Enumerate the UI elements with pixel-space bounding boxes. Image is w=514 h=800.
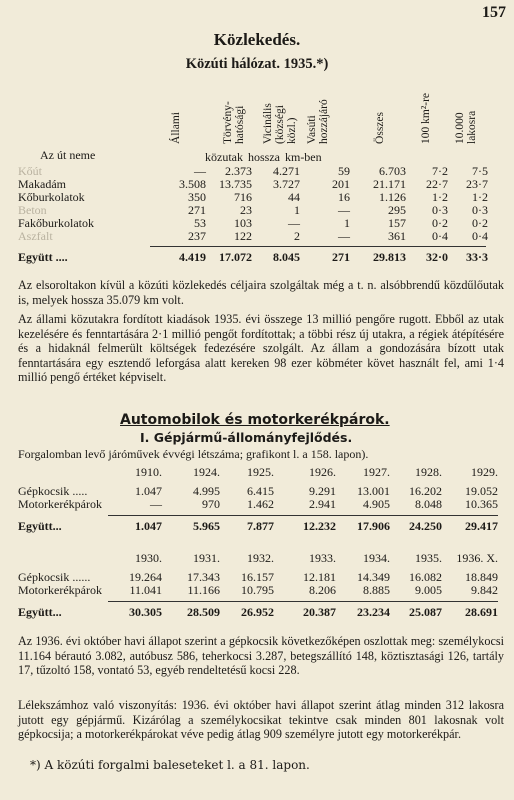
paragraph-per-capita: Lélekszámhoz való viszonyítás: 1936. évi október havi állapot szerint átlag minden 312 lakosra jutott egy gépjármű. Kizárólag a személykocsikat tekintve csak minden 801 lakosnak volt gépkocsija; a motorkerékpárokat véve pedig átlag 909 személyre jutott egy motorkerékpár.: [18, 698, 504, 742]
table-row-total: Együtt .... 4.419 17.072 8.045 271 29.813 32·0 33·3: [18, 250, 488, 264]
paragraph-local-roads: Az elsoroltakon kívül a közúti közlekedés céljaira szolgáltak még a t. n. alsóbbrendű közdűlőutak is, melyek hossza 35.079 km volt.: [18, 278, 504, 307]
table-row: Beton 271 23 1 — 295 0·3 0·3: [18, 203, 488, 217]
table-rule: [108, 515, 498, 516]
section-subtitle-vehicles: I. Gépjármű-állományfejlődés.: [140, 430, 353, 445]
table-row-total: Együtt... 30.305 28.509 26.952 20.387 23.234 25.087 28.691: [18, 605, 498, 619]
paragraph-road-expenses: Az állami közutakra fordított kiadások 1935. évi összege 13 millió pengőre rugott. Ebből az utak kezelésére és fenntartására 2·1 millió pengőt fordítottak; a többi rész új utakra, a régiek átépítésére és a hidaknál felmerült költségek fedezésére szolgált. Az állam a gondozására bízott utak fenntartására egy esztendő leforgása alatt kereken 98 ezer köbméter követ használt fel, ami 1·4 millió pengő értéket képviselt.: [18, 312, 504, 385]
section-intro: Forgalomban levő járóművek évvégi létszáma; grafikont l. a 158. lapon).: [18, 447, 369, 461]
vehicle-table-1: [18, 466, 498, 511]
table-row-total: Együtt... 1.047 5.965 7.877 12.232 17.906 24.250 29.417: [18, 519, 498, 533]
row-label-header: Az út neme: [40, 148, 96, 162]
road-table-headers: [0, 78, 514, 144]
paragraph-vehicle-breakdown: Az 1936. évi október havi állapot szerint a gépkocsik következőképen oszlottak meg: személykocsi 11.164 bérautó 3.082, autóbusz 586, teherkocsi 3.287, betegszállító 148, köztisztasági 126, tartály 17, tűzoltó 158, vontató 53, egyéb rendeltetésű kocsi 228.: [18, 634, 504, 678]
footnote: *) A közúti forgalmi baleseteket l. a 81. lapon.: [30, 758, 310, 772]
col-header-torvenyhatosagi: Törvény-hatósági: [222, 101, 246, 144]
table-row: Gépkocsik ..... 1.047 4.995 6.415 9.291 13.001 16.202 19.052: [18, 484, 498, 498]
table-row: Fakőburkolatok 53 103 — 1 157 0·2 0·2: [18, 216, 488, 230]
col-header-osszes: Összes: [374, 112, 386, 144]
vehicle-table-1-total: [18, 520, 498, 533]
table-row: Gépkocsik ...... 19.264 17.343 16.157 12.181 14.349 16.082 18.849: [18, 570, 498, 584]
vehicle-table-2-total: [18, 606, 498, 619]
col-header-allami: Állami: [170, 112, 182, 144]
table-row: Kőburkolatok 350 716 44 16 1.126 1·2 1·2: [18, 190, 488, 204]
table-row: Motorkerékpárok — 970 1.462 2.941 4.905 8.048 10.365: [18, 497, 498, 511]
table-row: Makadám 3.508 13.735 3.727 201 21.171 22·7 23·7: [18, 177, 488, 191]
col-header-10000lakos: 10.000 lakosra: [454, 110, 478, 144]
road-table: [18, 165, 488, 243]
table-header-row: 1910. 1924. 1925. 1926. 1927. 1928. 1929.: [135, 465, 498, 479]
column-group-subheader: közutak hossza km-ben: [205, 150, 322, 164]
section-subtitle: Közúti hálózat. 1935.*): [185, 56, 329, 72]
col-header-100km2: 100 km²-re: [420, 92, 432, 144]
road-table-total: [18, 251, 488, 264]
table-row: Aszfalt 237 122 2 — 361 0·4 0·4: [18, 229, 488, 243]
table-row: Kőút — 2.373 4.271 59 6.703 7·2 7·5: [18, 164, 488, 178]
table-rule: [150, 246, 486, 247]
page-number: 157: [482, 4, 506, 21]
col-header-vicinalis: Vicinális (községi közl.): [262, 103, 298, 144]
table-rule: [108, 601, 498, 602]
table-header-row: 1930. 1931. 1932. 1933. 1934. 1935. 1936. X.: [135, 551, 498, 565]
section-title: Automobilok és motorkerékpárok.: [120, 412, 390, 428]
page-title: Közlekedés.: [213, 30, 301, 49]
col-header-vasuti: Vasúti hozzájáró: [306, 99, 330, 144]
table-row: Motorkerékpárok 11.041 11.166 10.795 8.206 8.885 9.005 9.842: [18, 583, 498, 597]
vehicle-table-2: [18, 552, 498, 597]
